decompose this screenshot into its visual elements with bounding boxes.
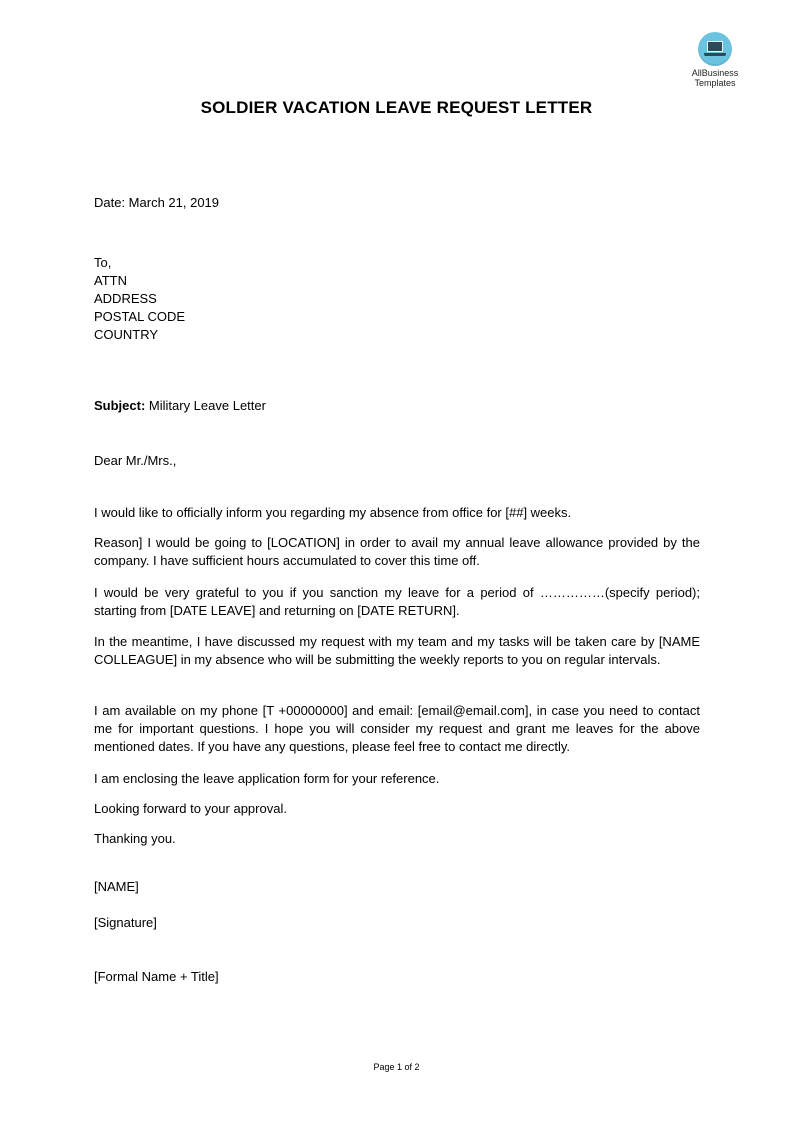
paragraph-6: I am enclosing the leave application form for your reference. [94, 771, 440, 786]
document-title: SOLDIER VACATION LEAVE REQUEST LETTER [200, 98, 593, 117]
brand-logo [680, 32, 750, 88]
closing-formal-name: [Formal Name + Title] [94, 969, 219, 984]
letter-date: Date: March 21, 2019 [94, 195, 220, 210]
logo-brand-line1: AllBusiness [691, 68, 739, 78]
paragraph-5: I am available on my phone [T +00000000] and email: [email@email.com], in case you need to contact me for important questions. I hope you will consider my request and grant me leaves for the above mentioned dates. If you have any questions, please feel free to contact me directly. [94, 703, 700, 754]
paragraph-8: Thanking you. [94, 831, 176, 846]
paragraph-3: I would be very grateful to you if you sanction my leave for a period of ……………(specify period); starting from [DATE LEAVE] and returning on [DATE RETURN]. [94, 585, 700, 618]
subject-line [94, 397, 700, 415]
logo-brand-line2: Templates [694, 78, 736, 88]
laptop-icon [698, 32, 732, 66]
salutation: Dear Mr./Mrs., [94, 453, 177, 468]
address-country: COUNTRY [94, 327, 159, 342]
closing-signature: [Signature] [94, 915, 157, 930]
paragraph-4: In the meantime, I have discussed my request with my team and my tasks will be taken care by [NAME COLLEAGUE] in my absence who will be submitting the weekly reports to you on regular intervals. [94, 634, 700, 667]
paragraph-1: I would like to officially inform you regarding my absence from office for [##] weeks. [94, 505, 572, 520]
subject-value: Military Leave Letter [145, 398, 266, 413]
subject-label: Subject: [94, 398, 146, 413]
paragraph-7: Looking forward to your approval. [94, 801, 287, 816]
logo-text [680, 68, 750, 88]
address-line: ADDRESS [94, 291, 157, 306]
address-attn: ATTN [94, 273, 127, 288]
paragraph-2: Reason] I would be going to [LOCATION] in order to avail my annual leave allowance provided by the company. I have sufficient hours accumulated to cover this time off. [94, 535, 700, 568]
recipient-address [94, 254, 700, 344]
page-number: Page 1 of 2 [373, 1062, 420, 1072]
address-postal: POSTAL CODE [94, 309, 186, 324]
address-to: To, [94, 255, 112, 270]
closing-name: [NAME] [94, 879, 139, 894]
